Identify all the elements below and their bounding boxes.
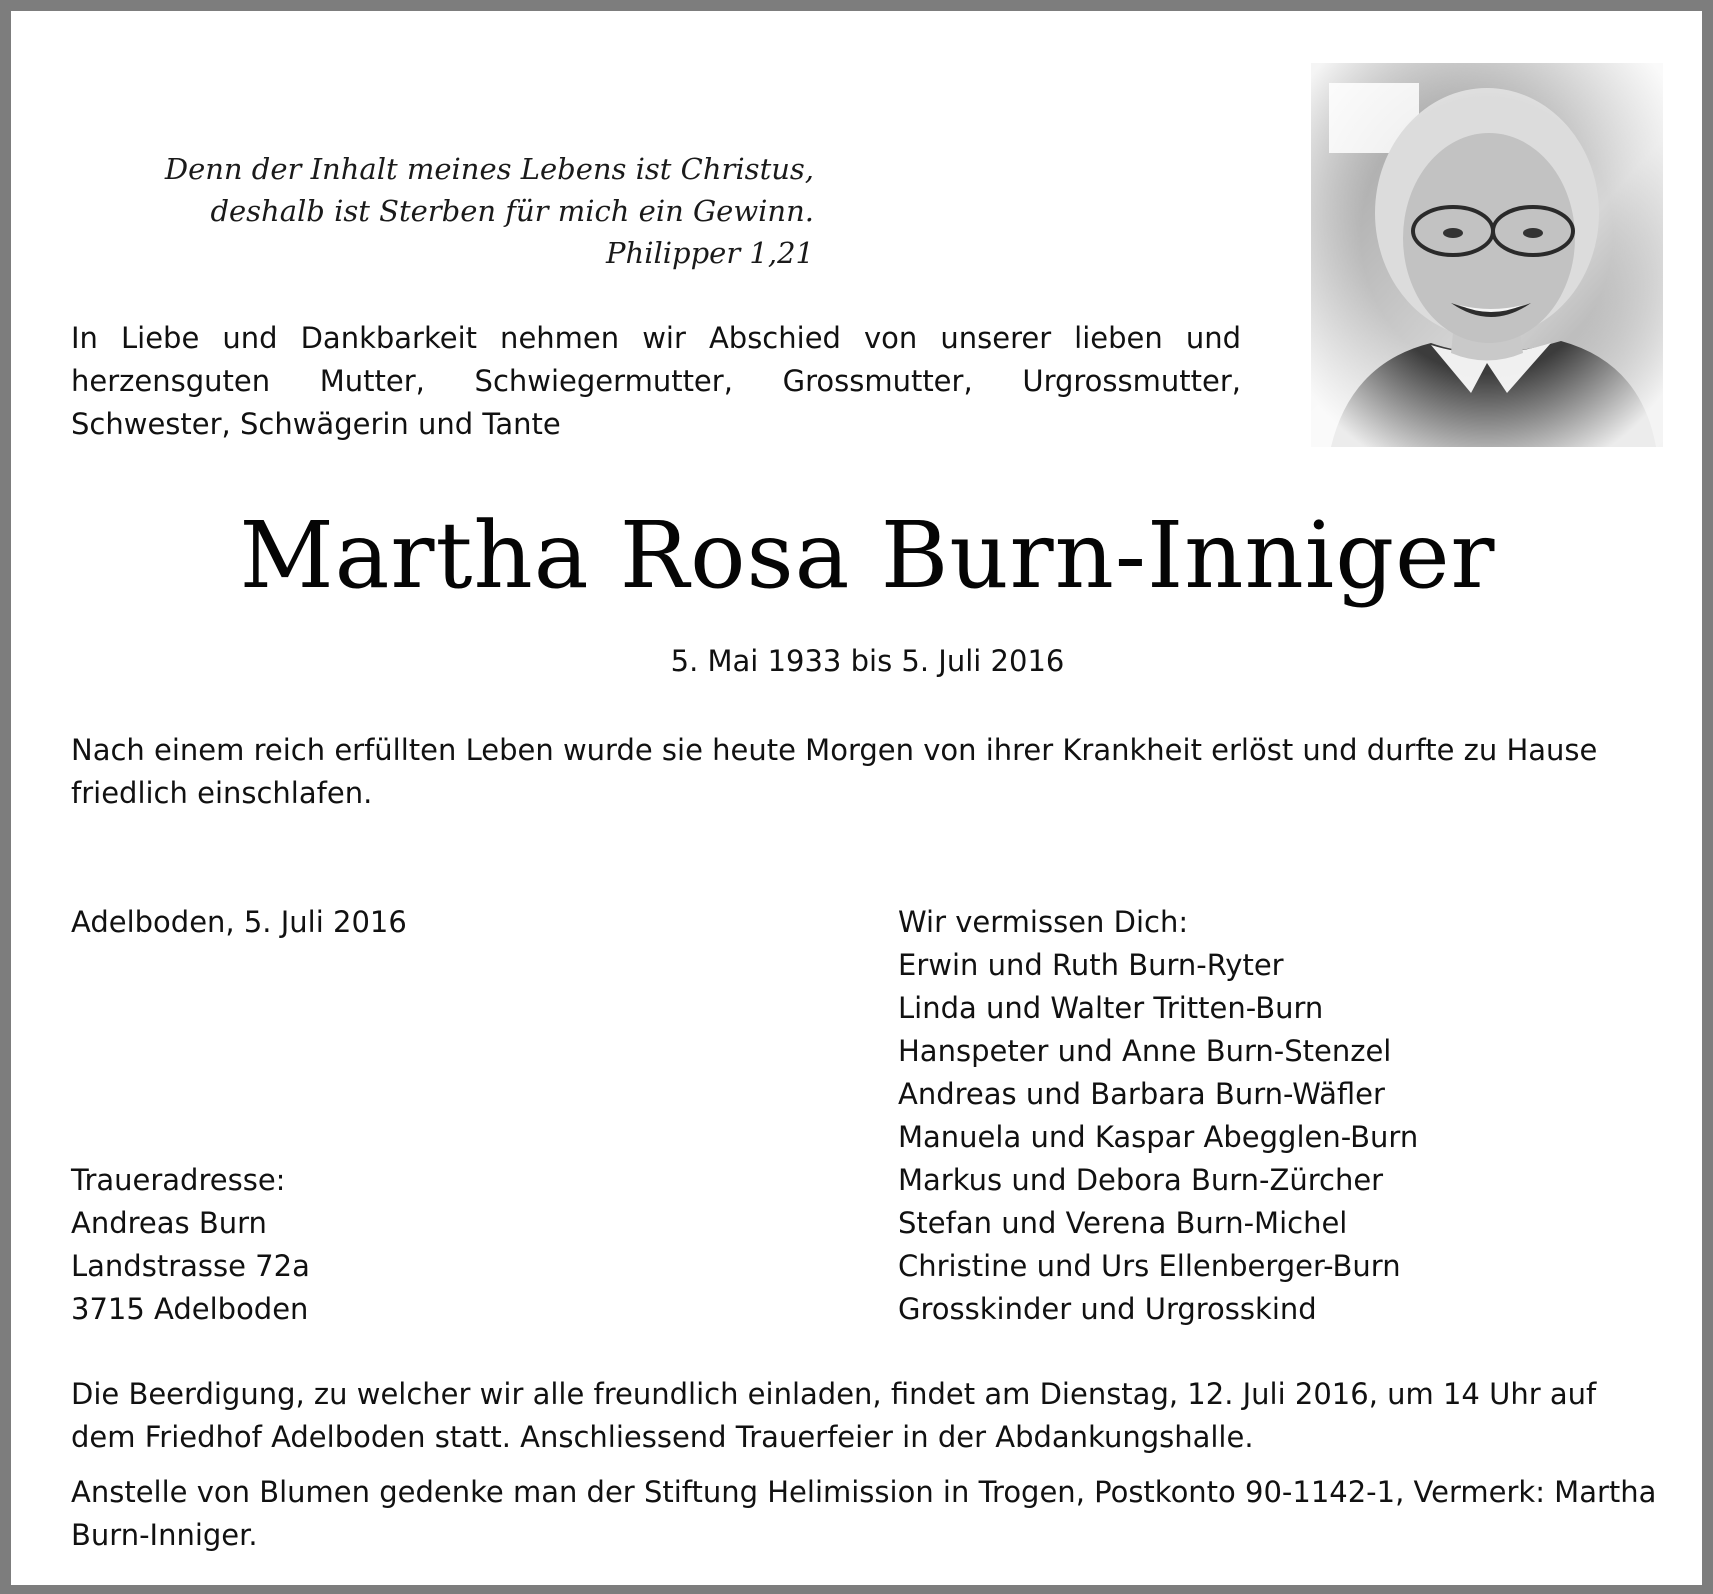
verse-line: deshalb ist Sterben für mich ein Gewinn. [210, 194, 814, 228]
place-date: Adelboden, 5. Juli 2016 [71, 905, 407, 939]
mourner-name: Markus und Debora Burn-Zürcher [898, 1163, 1384, 1197]
bible-verse [114, 148, 814, 274]
mourners-list [898, 901, 1418, 1331]
mourner-name: Linda und Walter Tritten-Burn [898, 991, 1324, 1025]
portrait-photo [1311, 63, 1663, 447]
intro-text: In Liebe und Dankbarkeit nehmen wir Abschied von unserer lieben und herzensguten Mutter, Schwiegermutter, Grossmutter, Urgrossmutter, Schwester, Schwägerin und Tante [71, 321, 1241, 441]
donation-notice: Anstelle von Blumen gedenke man der Stiftung Helimission in Trogen, Postkonto 90-1142-1, Vermerk: Martha Burn-Inniger. [71, 1475, 1657, 1552]
mourning-address [71, 1159, 310, 1331]
address-line: 3715 Adelboden [71, 1292, 309, 1326]
mourner-name: Hanspeter und Anne Burn-Stenzel [898, 1034, 1392, 1068]
funeral-notice: Die Beerdigung, zu welcher wir alle freundlich einladen, findet am Dienstag, 12. Juli 2016, um 14 Uhr auf dem Friedhof Adelboden statt. Anschliessend Trauerfeier in der Abdankungshalle. [71, 1377, 1597, 1454]
verse-line: Denn der Inhalt meines Lebens ist Christus, [164, 152, 814, 186]
verse-reference: Philipper 1,21 [606, 236, 814, 270]
deceased-name: Martha Rosa Burn-Inniger [239, 502, 1496, 609]
mourner-name: Andreas und Barbara Burn-Wäfler [898, 1077, 1385, 1111]
life-dates: 5. Mai 1933 bis 5. Juli 2016 [670, 644, 1065, 678]
address-line: Andreas Burn [71, 1206, 267, 1240]
address-line: Landstrasse 72a [71, 1249, 310, 1283]
mourner-name: Grosskinder und Urgrosskind [898, 1292, 1317, 1326]
address-heading: Traueradresse: [71, 1163, 286, 1197]
portrait-photo-icon [1311, 63, 1663, 447]
mourner-name: Christine und Urs Ellenberger-Burn [898, 1249, 1401, 1283]
mourner-name: Manuela und Kaspar Abegglen-Burn [898, 1120, 1419, 1154]
mourner-name: Erwin und Ruth Burn-Ryter [898, 948, 1284, 982]
mourner-name: Stefan und Verena Burn-Michel [898, 1206, 1348, 1240]
mourners-heading: Wir vermissen Dich: [898, 905, 1189, 939]
passing-text: Nach einem reich erfüllten Leben wurde sie heute Morgen von ihrer Krankheit erlöst und durfte zu Hause friedlich einschlafen. [71, 733, 1598, 810]
